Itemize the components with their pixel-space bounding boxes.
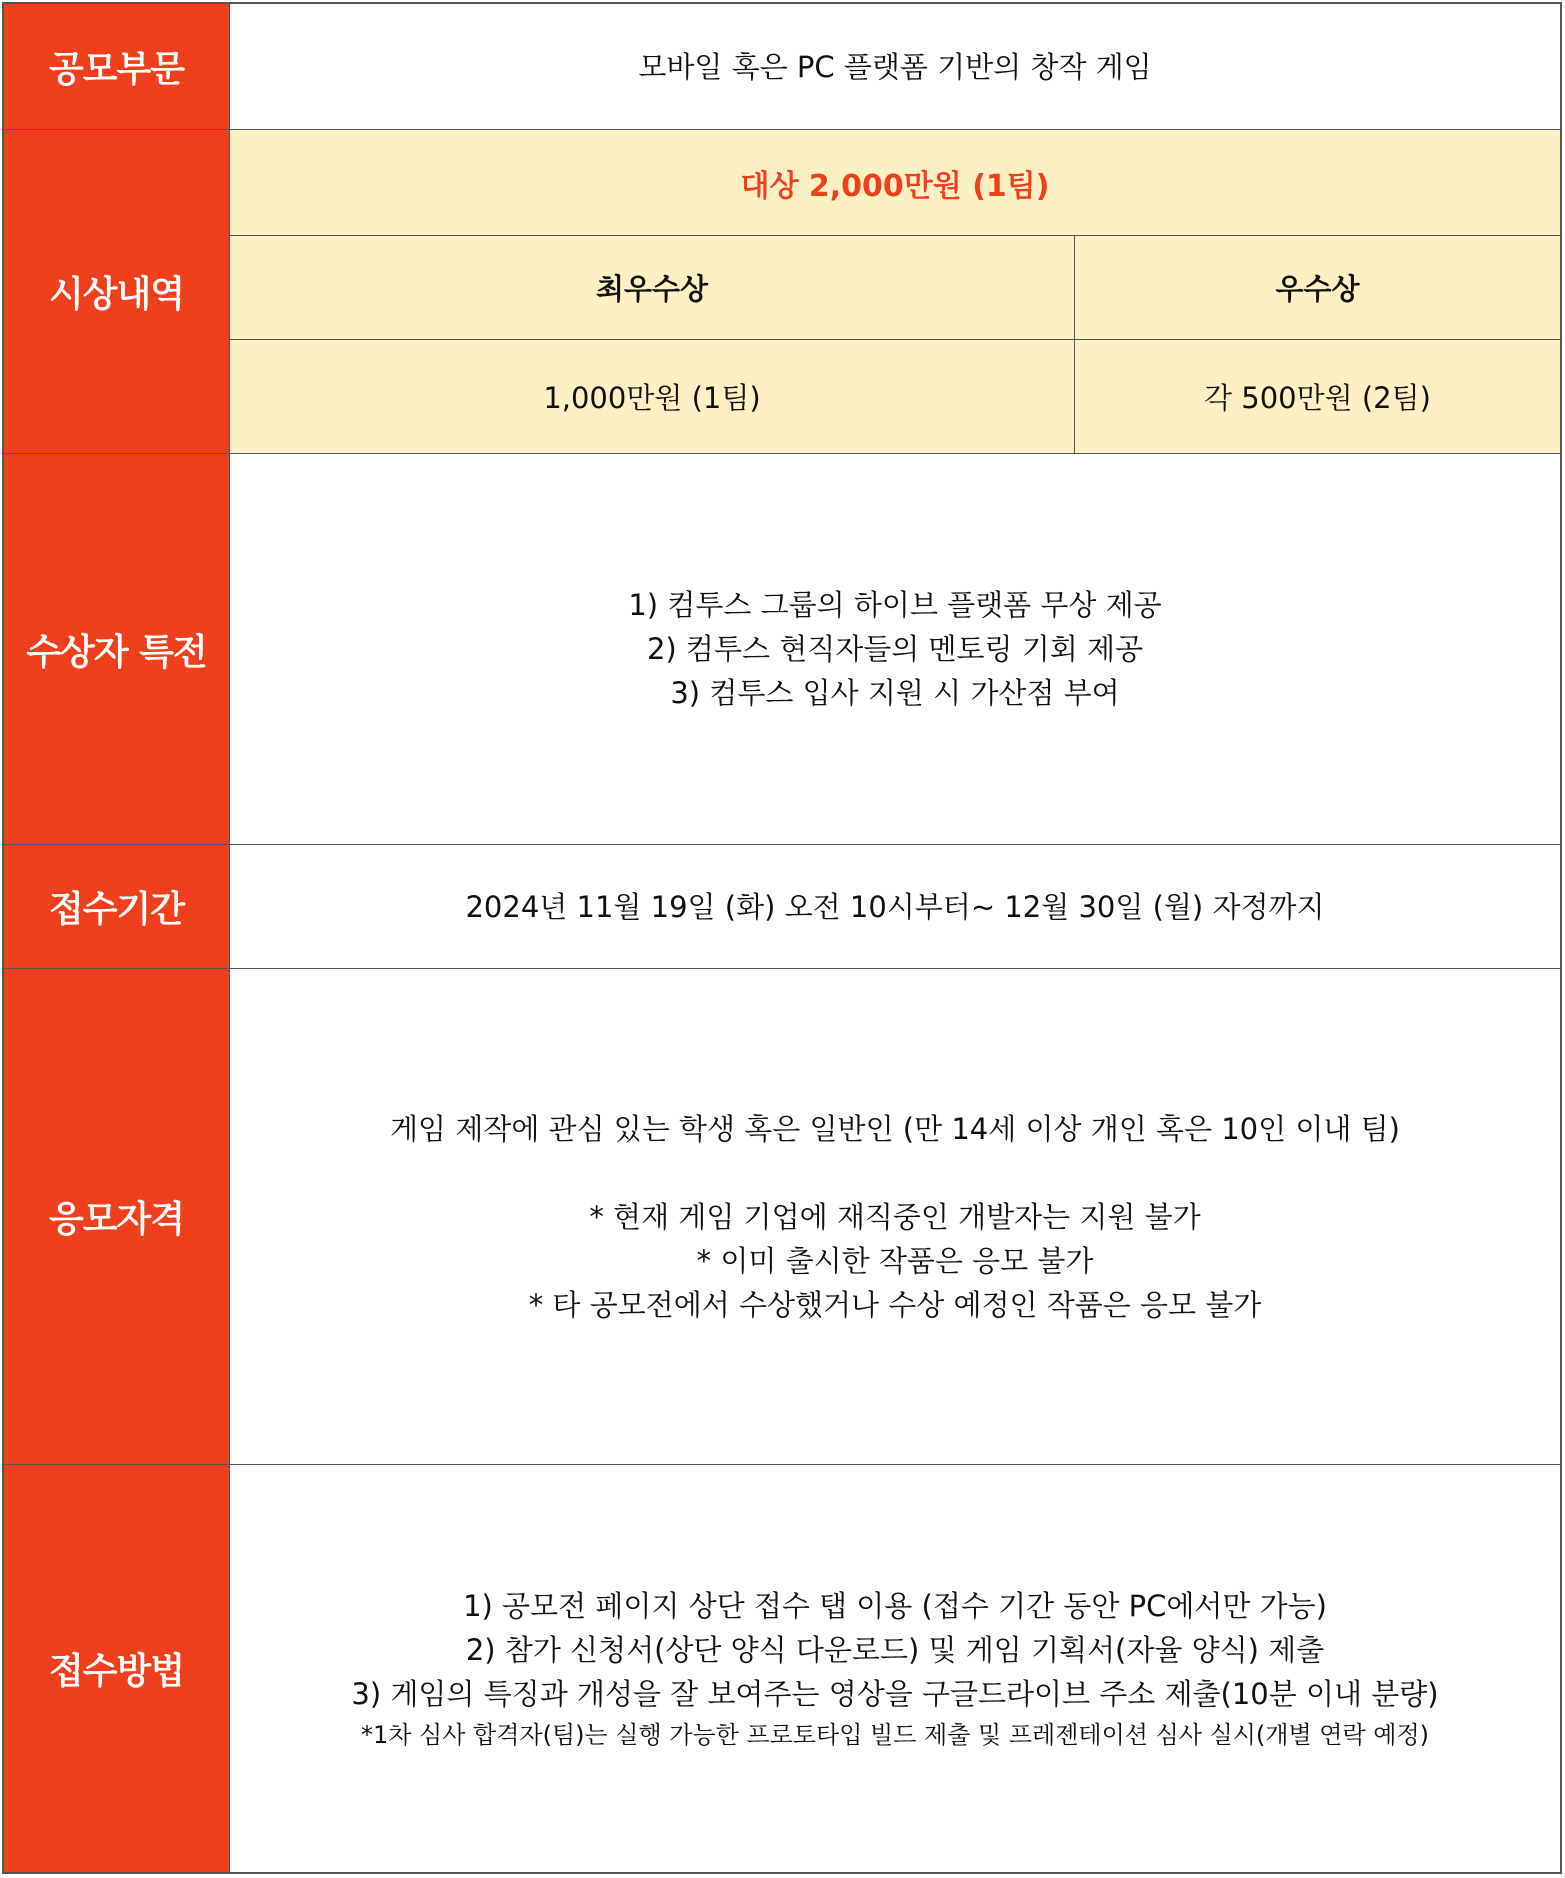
awards-row bbox=[4, 130, 1560, 454]
contest-info-table bbox=[2, 2, 1562, 1874]
eligibility-row bbox=[4, 969, 1560, 1465]
merit-award-amount: 각 500만원 (2팀) bbox=[1204, 381, 1431, 415]
eligibility-note: * 타 공모전에서 수상했거나 수상 예정인 작품은 응모 불가 bbox=[528, 1287, 1262, 1322]
method-line: 2) 참가 신청서(상단 양식 다운로드) 및 게임 기획서(자율 양식) 제출 bbox=[465, 1632, 1325, 1667]
period-label: 접수기간 bbox=[4, 845, 230, 968]
benefit-line: 2) 컴투스 현직자들의 멘토링 기회 제공 bbox=[646, 632, 1144, 666]
eligibility-content bbox=[230, 969, 1560, 1464]
eligibility-note: * 현재 게임 기업에 재직중인 개발자는 지원 불가 bbox=[589, 1199, 1201, 1234]
eligibility-note: * 이미 출시한 작품은 응모 불가 bbox=[696, 1243, 1094, 1278]
category-row bbox=[4, 4, 1560, 130]
award-amounts-row bbox=[230, 340, 1560, 453]
eligibility-main: 게임 제작에 관심 있는 학생 혹은 일반인 (만 14세 이상 개인 혹은 10인 이내 팀) bbox=[390, 1111, 1400, 1146]
method-line: 3) 게임의 특징과 개성을 잘 보여주는 영상을 구글드라이브 주소 제출(10분 이내 분량) bbox=[351, 1676, 1439, 1711]
method-note: *1차 심사 합격자(팀)는 실행 가능한 프로토타입 빌드 제출 및 프레젠테이션 심사 실시(개별 연락 예정) bbox=[360, 1720, 1430, 1749]
benefit-line: 1) 컴투스 그룹의 하이브 플랫폼 무상 제공 bbox=[628, 588, 1162, 622]
benefit-line: 3) 컴투스 입사 지원 시 가산점 부여 bbox=[670, 676, 1120, 710]
awards-content bbox=[230, 130, 1560, 453]
excellence-award-amount: 1,000만원 (1팀) bbox=[230, 340, 1075, 453]
method-content bbox=[230, 1465, 1560, 1872]
benefits-label: 수상자 특전 bbox=[4, 454, 230, 844]
merit-award-title: 우수상 bbox=[1275, 272, 1360, 306]
excellence-award-title: 최우수상 bbox=[230, 236, 1075, 339]
award-titles-row bbox=[230, 236, 1560, 340]
period-text: 2024년 11월 19일 (화) 오전 10시부터~ 12월 30일 (월) 자정까지 bbox=[465, 889, 1325, 924]
method-line: 1) 공모전 페이지 상단 접수 탭 이용 (접수 기간 동안 PC에서만 가능) bbox=[463, 1588, 1327, 1623]
benefits-content bbox=[230, 454, 1560, 844]
grand-prize: 대상 2,000만원 (1팀) bbox=[230, 130, 1560, 236]
period-content bbox=[230, 845, 1560, 968]
period-row bbox=[4, 845, 1560, 969]
benefits-row bbox=[4, 454, 1560, 845]
eligibility-label: 응모자격 bbox=[4, 969, 230, 1464]
category-content bbox=[230, 4, 1560, 129]
awards-label: 시상내역 bbox=[4, 130, 230, 453]
category-text: 모바일 혹은 PC 플랫폼 기반의 창작 게임 bbox=[638, 49, 1152, 84]
method-row bbox=[4, 1465, 1560, 1872]
method-label: 접수방법 bbox=[4, 1465, 230, 1872]
category-label: 공모부문 bbox=[4, 4, 230, 129]
